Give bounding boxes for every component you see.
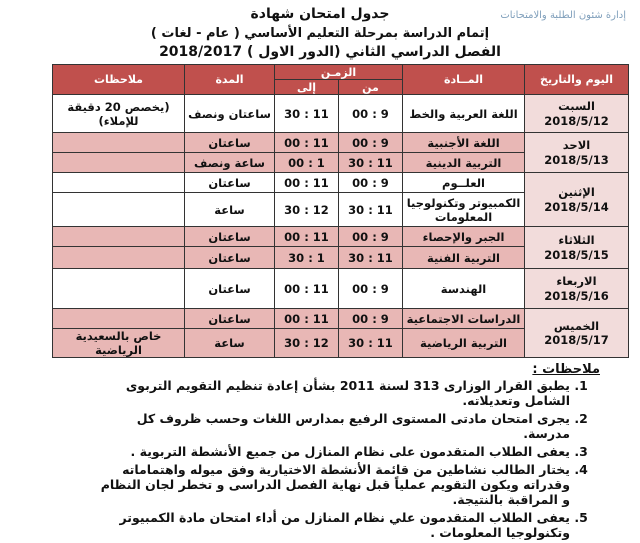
from-cell: 11 : 30 [339, 153, 403, 173]
to-cell: 11 : 00 [275, 227, 339, 247]
duration-cell: ساعتان [185, 309, 275, 329]
to-cell: 1 : 30 [275, 247, 339, 269]
to-cell: 12 : 30 [275, 193, 339, 227]
day-cell [525, 269, 629, 309]
schedule-table [52, 64, 629, 358]
day-cell [525, 227, 629, 269]
note-cell [53, 173, 185, 193]
day-cell [525, 95, 629, 133]
duration-cell: ساعتان [185, 133, 275, 153]
note-cell [53, 133, 185, 153]
subject-cell: الدراسات الاجتماعية [403, 309, 525, 329]
header-to: إلى [275, 80, 339, 95]
note-item: 1. يطبق القرار الوزارى 313 لسنة 2011 بشأن إعادة تنظيم التقويم التربوى الشامل وتعديلاته. [92, 378, 570, 408]
day-date: 2018/5/14 [544, 199, 609, 214]
subject-cell: التربية الدينية [403, 153, 525, 173]
note-cell [53, 153, 185, 173]
from-cell: 9 : 00 [339, 227, 403, 247]
from-cell: 9 : 00 [339, 133, 403, 153]
day-name: الثلاثاء [558, 233, 595, 248]
note-cell [53, 309, 185, 329]
to-cell: 11 : 00 [275, 173, 339, 193]
day-name: الإثنين [558, 185, 595, 200]
term-title: الفصل الدراسي الثاني (الدور الاول ) 2018/2017 [159, 44, 501, 60]
duration-cell: ساعتان [185, 227, 275, 247]
note-item: 4. يختار الطالب نشاطين من قائمة الأنشطة الاختيارية وفق ميوله واهتماماته وقدراته ويكون التقويم عملياً قبل نهاية الفصل الدراسى و تخطر لجان النظام و المراقبة بالنتيجة. [92, 462, 570, 507]
to-cell: 1 : 00 [275, 153, 339, 173]
to-cell: 11 : 00 [275, 133, 339, 153]
notes-heading: ملاحظات : [532, 362, 600, 377]
day-name: الخميس [553, 318, 600, 333]
note-cell [53, 227, 185, 247]
day-date: 2018/5/12 [544, 113, 609, 128]
note-cell [53, 247, 185, 269]
page-subtitle: إتمام الدراسة بمرحلة التعليم الأساسي ( عام - لغات ) [150, 26, 490, 41]
day-name: السبت [558, 99, 595, 114]
duration-cell: ساعتان ونصف [185, 95, 275, 133]
page-title: جدول امتحان شهادة [250, 6, 390, 22]
header-from: من [339, 80, 403, 95]
from-cell: 9 : 00 [339, 95, 403, 133]
watermark: إدارة شئون الطلبة والامتحانات [500, 10, 626, 21]
to-cell: 12 : 30 [275, 329, 339, 358]
subject-cell: اللغة الأجنبية [403, 133, 525, 153]
table-row [53, 227, 629, 247]
duration-cell: ساعتان [185, 247, 275, 269]
to-cell: 11 : 00 [275, 309, 339, 329]
from-cell: 9 : 00 [339, 269, 403, 309]
duration-cell: ساعة [185, 329, 275, 358]
note-cell [53, 193, 185, 227]
table-row [53, 309, 629, 329]
note-item: 5. يعفى الطلاب المتقدمون علي نظام المنازل من أداء امتحان مادة الكمبيوتر وتكنولوجيا المعلومات . [92, 510, 570, 540]
notes-list [92, 378, 586, 543]
to-cell: 11 : 00 [275, 269, 339, 309]
subject-cell: الكمبيوتر وتكنولوجيا المعلومات [403, 193, 525, 227]
day-name: الاربعاء [556, 274, 597, 289]
subject-cell: التربية الرياضية [403, 329, 525, 358]
table-row [53, 133, 629, 153]
table-row [53, 95, 629, 133]
table-row [53, 173, 629, 193]
to-cell: 11 : 30 [275, 95, 339, 133]
note-item: 2. يجرى امتحان مادتى المستوى الرفيع بمدارس اللغات وحسب ظروف كل مدرسة. [92, 411, 570, 441]
day-date: 2018/5/15 [544, 247, 609, 262]
subject-cell: الهندسة [403, 269, 525, 309]
subject-cell: اللغة العربية والخط [403, 95, 525, 133]
header-duration: المدة [185, 65, 275, 95]
day-date: 2018/5/16 [544, 288, 609, 303]
day-date: 2018/5/17 [544, 333, 609, 347]
note-cell [53, 269, 185, 309]
from-cell: 9 : 00 [339, 309, 403, 329]
header-day: اليوم والتاريخ [525, 65, 629, 95]
day-cell [525, 173, 629, 227]
day-name: الاحد [562, 138, 591, 153]
header-notes: ملاحظات [53, 65, 185, 95]
table-row [53, 269, 629, 309]
from-cell: 11 : 30 [339, 329, 403, 358]
note-item: 3. يعفى الطلاب المتقدمون على نظام المنازل من جميع الأنشطة التربوية . [92, 444, 570, 459]
day-cell [525, 133, 629, 173]
from-cell: 9 : 00 [339, 173, 403, 193]
subject-cell: التربية الفنية [403, 247, 525, 269]
note-cell: خاص بالسعيدية الرياضية [53, 329, 185, 358]
duration-cell: ساعتان [185, 269, 275, 309]
from-cell: 11 : 30 [339, 247, 403, 269]
day-date: 2018/5/13 [544, 152, 609, 167]
header-subject: المــادة [403, 65, 525, 95]
note-cell: (يخصص 20 دقيقة للإملاء) [53, 95, 185, 133]
duration-cell: ساعة ونصف [185, 153, 275, 173]
day-cell [525, 309, 629, 358]
subject-cell: الجبر والإحصاء [403, 227, 525, 247]
from-cell: 11 : 30 [339, 193, 403, 227]
header-time: الزمـن [275, 65, 403, 80]
subject-cell: العلــوم [403, 173, 525, 193]
duration-cell: ساعتان [185, 173, 275, 193]
duration-cell: ساعة [185, 193, 275, 227]
